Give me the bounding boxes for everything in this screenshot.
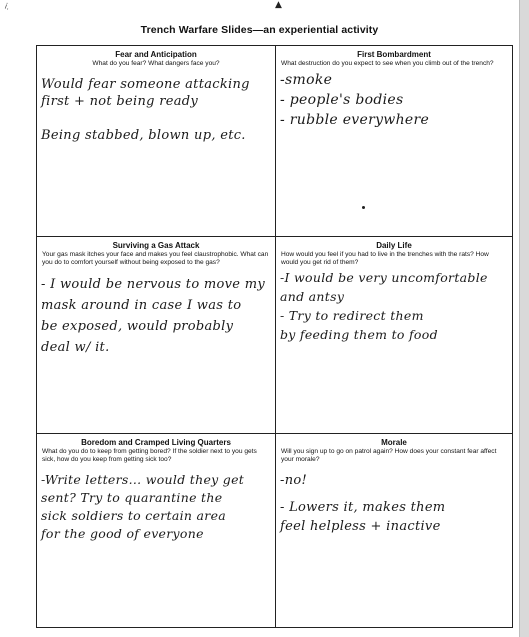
cell-morale: [276, 434, 512, 627]
scan-edge-shadow: [519, 0, 529, 637]
handwritten-answer: [276, 471, 512, 536]
answer-line: [280, 490, 508, 498]
answer-line: -smoke: [280, 72, 333, 89]
cell-question: What do you fear? What dangers face you?: [92, 60, 220, 67]
answer-line: -Write letters... would they get: [41, 471, 245, 487]
cell-question: How would you feel if you had to live in the trenches with the rats? How would you get rid of them?: [281, 251, 489, 267]
page-title: Trench Warfare Slides—an experiential activity: [140, 24, 379, 36]
cell-heading: Boredom and Cramped Living Quarters: [81, 438, 231, 447]
handwritten-answer: [37, 471, 275, 543]
up-arrow-icon: ▲: [275, 0, 282, 10]
cell-fear: [37, 46, 276, 237]
answer-line: - I would be nervous to move my: [41, 276, 265, 292]
handwritten-answer: [37, 274, 275, 358]
scan-corner-mark: ⅰ.: [3, 1, 12, 12]
cell-daily-life: [276, 237, 512, 434]
handwritten-answer: [276, 70, 512, 130]
cell-boredom: [37, 434, 276, 627]
answer-line: and antsy: [280, 288, 345, 304]
answer-line: sent? Try to quarantine the: [41, 489, 223, 505]
cell-question: Will you sign up to go on patrol again? How does your constant fear affect your morale?: [281, 448, 497, 464]
answer-line: - Try to redirect them: [280, 307, 424, 323]
cell-heading: Fear and Anticipation: [115, 50, 197, 59]
cell-heading: Morale: [381, 438, 407, 447]
answer-line: be exposed, would probably: [41, 318, 234, 334]
handwritten-answer: [37, 76, 275, 144]
handwritten-answer: [276, 268, 512, 344]
answer-line: deal w/ it.: [41, 339, 110, 355]
answer-line: feel helpless + inactive: [280, 518, 441, 534]
answer-line: [41, 110, 271, 127]
answer-line: sick soldiers to certain area: [41, 507, 227, 523]
cell-question: Your gas mask itches your face and makes you feel claustrophobic. What can you do to comfort yourself without being exposed to the gas?: [42, 251, 269, 267]
cell-question: What destruction do you expect to see when you climb out of the trench?: [281, 60, 494, 67]
stray-dot: [362, 206, 365, 209]
answer-line: - rubble everywhere: [280, 112, 430, 129]
cell-heading: Daily Life: [376, 241, 412, 250]
answer-line: -I would be very uncomfortable: [280, 269, 488, 285]
activity-grid: [36, 45, 513, 628]
cell-question: What do you do to keep from getting bored? If the soldier next to you gets sick, how do you keep from getting sick too?: [42, 448, 257, 464]
answer-line: Would fear someone attacking: [41, 77, 250, 93]
cell-heading: First Bombardment: [357, 50, 431, 59]
answer-line: - people's bodies: [280, 92, 404, 109]
answer-line: -no!: [280, 472, 308, 488]
cell-gas-attack: [37, 237, 276, 434]
answer-line: first + not being ready: [41, 94, 199, 110]
cell-first-bombardment: [276, 46, 512, 237]
answer-line: Being stabbed, blown up, etc.: [41, 128, 246, 144]
answer-line: - Lowers it, makes them: [280, 499, 446, 515]
answer-line: for the good of everyone: [41, 525, 204, 541]
cell-heading: Surviving a Gas Attack: [112, 241, 200, 250]
answer-line: mask around in case I was to: [41, 297, 242, 313]
answer-line: by feeding them to food: [280, 326, 438, 342]
